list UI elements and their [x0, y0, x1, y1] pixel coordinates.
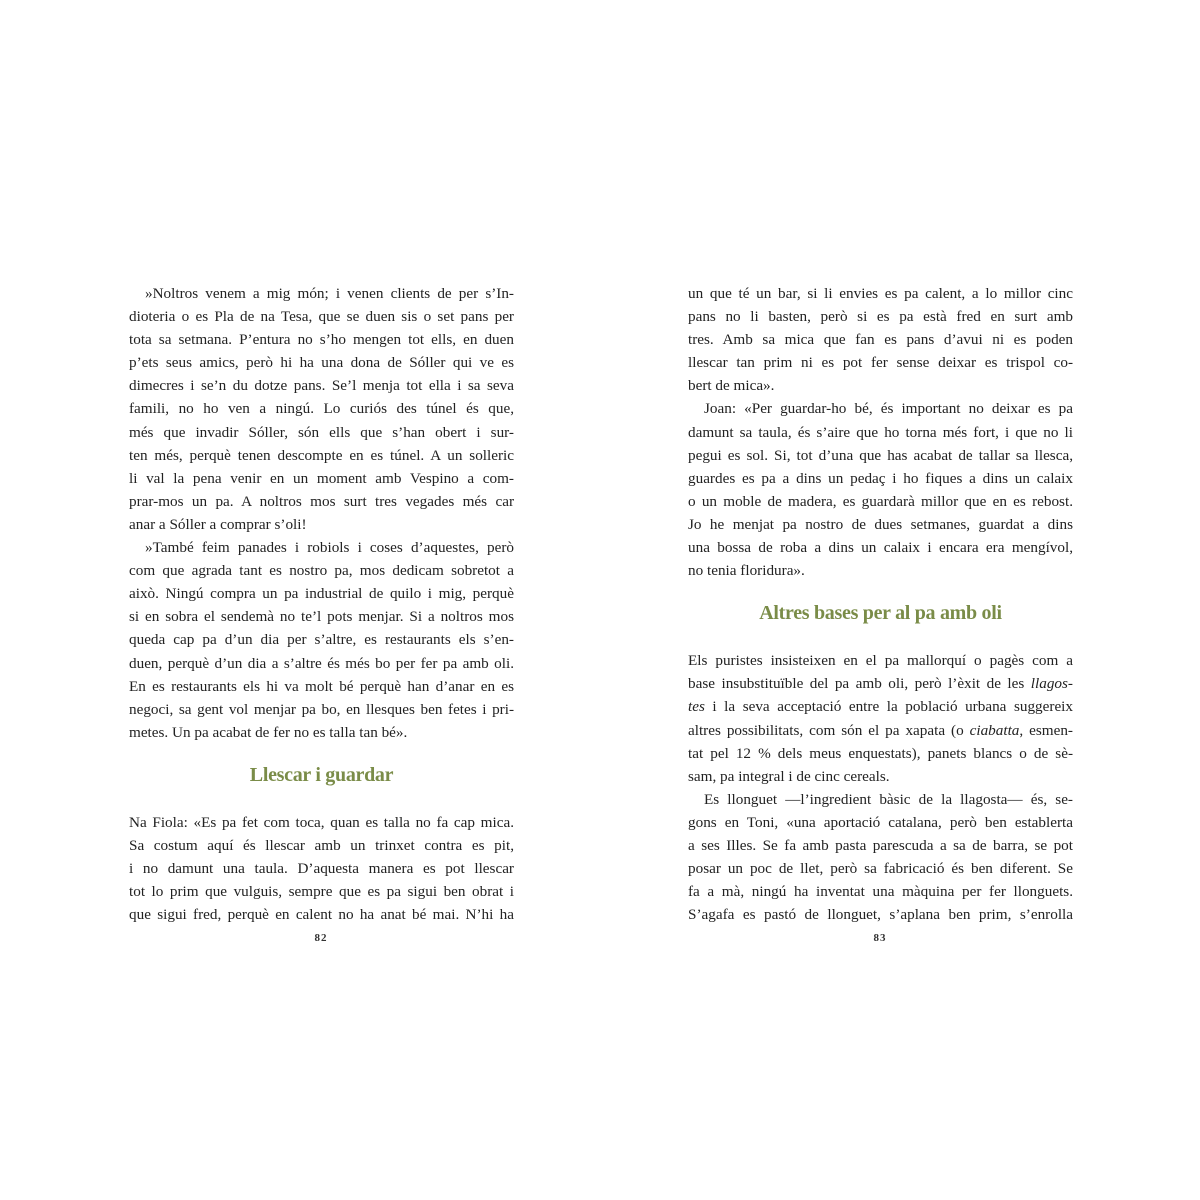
text-line: S’agafa es pastó de llonguet, s’aplana ben prim, s’enrolla [688, 906, 1073, 924]
text-line: que sigui fred, perquè en calent no ha anat bé mai. N’hi ha [129, 906, 514, 924]
text-line: famili, no ho ven a ningú. Lo curiós des túnel és que, [129, 400, 514, 418]
text-line: posar un poc de llet, però sa fabricació és ben diferent. Se [688, 860, 1073, 878]
text-line: prar-mos un pa. A noltros mos surt tres vegades més car [129, 492, 514, 510]
text-line: i no damunt una taula. D’aquesta manera es pot llescar [129, 860, 514, 878]
paragraph [688, 282, 1073, 397]
text-line [688, 695, 1073, 718]
text-line: no tenia floridura». [688, 562, 805, 580]
text-line: gons en Toni, «una aportació catalana, però ben establerta [688, 813, 1073, 831]
text-line: més que invadir Sóller, són ells que s’han obert i sur- [129, 423, 514, 441]
section-heading: Llescar i guardar [249, 763, 394, 786]
text-line: En es restaurants els hi va molt bé perquè han d’anar en es [129, 677, 514, 695]
text-line: damunt sa taula, és s’aire que ho torna més fort, i que no li [688, 423, 1073, 441]
paragraph [688, 788, 1073, 927]
text-line: a ses Illes. Se fa amb pasta parescuda a sa de barra, se pot [688, 836, 1073, 854]
italic-text: llagos- [1030, 675, 1073, 693]
left-page [129, 282, 514, 926]
text-line: un que té un bar, si li envies es pa calent, a lo millor cinc [688, 285, 1073, 302]
text-segment: altres possibilitats, com són el pa xapata (o [688, 721, 970, 739]
text-line: bert de mica». [688, 377, 775, 395]
text-line: p’ets seus amics, però hi ha una dona de Sóller qui ve es [129, 354, 514, 372]
text-line: ten més, perquè tenen descompte en es túnel. A un solleric [129, 446, 514, 464]
text-line: pegui es sol. Si, tot d’una que has acabat de tallar sa llesca, [688, 446, 1073, 464]
italic-text: tes [688, 698, 705, 716]
text-line: Joan: «Per guardar-ho bé, és important no deixar es pa [704, 400, 1073, 418]
text-line: sam, pa integral i de cinc cereals. [688, 767, 890, 785]
paragraph [129, 536, 514, 744]
text-line: una bossa de roba a dins un calaix i encara era mengívol, [688, 539, 1073, 557]
paragraph [129, 811, 514, 926]
text-line: Es llonguet —l’ingredient bàsic de la llagosta— és, se- [704, 790, 1073, 808]
text-line: tot lo prim que vulguis, sempre que es pa sigui ben obrat i [129, 883, 514, 901]
text-line: si en sobra el sendemà no te’l pots menjar. Si a noltros mos [129, 608, 514, 626]
text-line: això. Ningú compra un pa industrial de quilo i mig, perquè [129, 585, 514, 603]
text-line [688, 672, 1073, 695]
text-line: queda cap pa d’un dia per s’altre, es restaurants els s’en- [129, 631, 514, 649]
text-line: dioteria o es Pla de na Tesa, que se duen sis o set pans per [129, 308, 514, 326]
section-heading: Altres bases per al pa amb oli [759, 602, 1002, 625]
page-number-left: 82 [314, 932, 328, 944]
text-line: guardes es pa a dins un pedaç i ho fiques a dins un calaix [688, 469, 1073, 487]
text-line: li val la pena venir en un moment amb Vespino a com- [129, 469, 514, 487]
paragraph [688, 649, 1073, 788]
text-segment: , esmen- [1019, 721, 1073, 739]
paragraph [129, 282, 514, 536]
text-line: tres. Amb sa mica que fan es pans d’avui ni es poden [688, 331, 1073, 349]
text-line: duen, perquè d’un dia a s’altre és més bo per fer pa amb oli. [129, 654, 514, 672]
paragraph [688, 397, 1073, 582]
text-line: Sa costum aquí és llescar amb un trinxet contra es pit, [129, 836, 514, 854]
text-line: o un moble de madera, es guardarà millor que en es rebost. [688, 492, 1073, 510]
right-page [688, 282, 1073, 926]
text-line: dimecres i se’n du dotze pans. Se’l menja tot ella i sa seva [129, 377, 514, 395]
text-line: Jo he menjat pa nostro de dues setmanes, guardat a dins [688, 515, 1073, 533]
text-segment: i la seva acceptació entre la població urbana suggereix [704, 698, 1073, 716]
text-line: fa a mà, ningú ha inventat una màquina per fer llonguets. [688, 883, 1073, 901]
text-line: »Noltros venem a mig món; i venen clients de per s’In- [145, 285, 514, 302]
text-line [688, 719, 1073, 742]
text-line: tota sa setmana. P’entura no s’ho mengen tot ells, en duen [129, 331, 514, 349]
text-line: negoci, sa gent vol menjar pa bo, en llesques ben fetes i pri- [129, 700, 514, 718]
text-line: llescar tan prim ni es pot fer sense deixar es trispol co- [688, 354, 1073, 372]
text-line: tat pel 12 % dels meus enquestats), panets blancs o de sè- [688, 744, 1073, 762]
text-line: metes. Un pa acabat de fer no es talla tan bé». [129, 723, 408, 741]
text-line: pans no li basten, però si es pa està fred en surt amb [688, 308, 1073, 326]
page-number-right: 83 [873, 932, 887, 944]
text-line: Na Fiola: «Es pa fet com toca, quan es talla no fa cap mica. [129, 813, 514, 831]
text-line: »També feim panades i robiols i coses d’aquestes, però [145, 539, 514, 557]
text-line: anar a Sóller a comprar s’oli! [129, 515, 307, 533]
text-line: com que agrada tant es nostro pa, mos dedicam sobretot a [129, 562, 514, 580]
italic-text: ciabatta [969, 721, 1020, 739]
text-line: Els puristes insisteixen en el pa mallorquí o pagès com a [688, 652, 1073, 670]
text-segment: base insubstituïble del pa amb oli, però l’èxit de les [688, 675, 1031, 693]
